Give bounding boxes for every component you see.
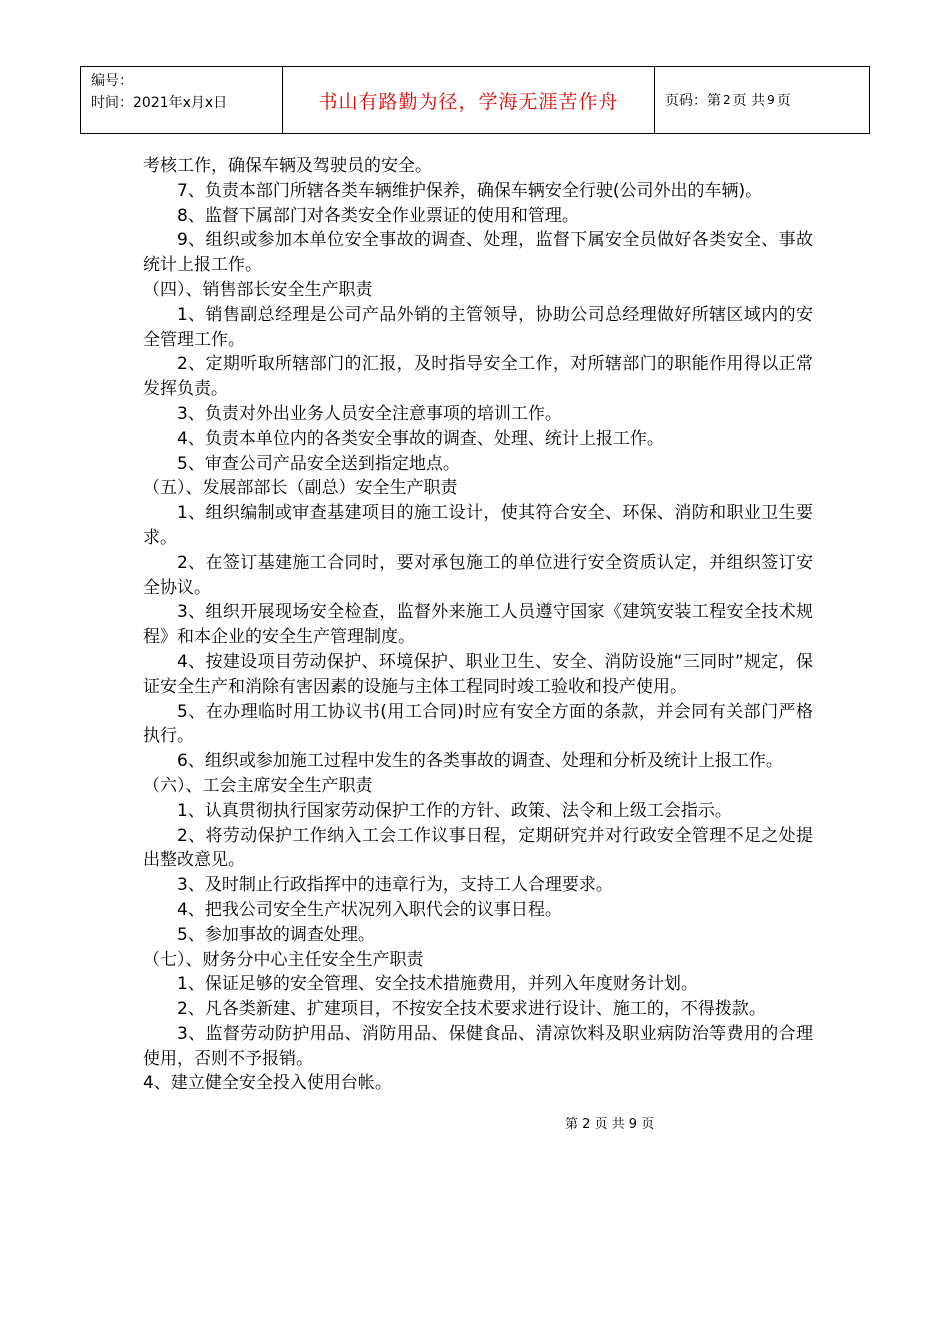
body-paragraph: 3、监督劳动防护用品、消防用品、保健食品、清凉饮料及职业病防治等费用的合理使用，否则不予报销。 xyxy=(143,1023,813,1069)
body-paragraph: 4、把我公司安全生产状况列入职代会的议事日程。 xyxy=(177,899,562,920)
body-paragraph: 2、在签订基建施工合同时，要对承包施工的单位进行安全资质认定，并组织签订安全协议。 xyxy=(143,552,813,598)
page-prefix: 页码：第 xyxy=(665,93,721,109)
body-paragraph: 9、组织或参加本单位安全事故的调查、处理，监督下属安全员做好各类安全、事故统计上报工作。 xyxy=(143,230,813,276)
body-paragraph: 2、定期听取所辖部门的汇报，及时指导安全工作，对所辖部门的职能作用得以正常发挥负责。 xyxy=(143,354,813,400)
page-suffix: 页 xyxy=(776,93,791,109)
section-heading: （七）、财务分中心主任安全生产职责 xyxy=(143,949,424,970)
page-total: 9 xyxy=(767,93,775,107)
section-heading: （四）、销售部长安全生产职责 xyxy=(143,279,373,300)
body-paragraph: 2、凡各类新建、扩建项目，不按安全技术要求进行设计、施工的，不得拨款。 xyxy=(177,999,766,1020)
date-label: 时间：2021年x月x日 xyxy=(91,95,228,111)
body-paragraph: 5、在办理临时用工协议书(用工合同)时应有安全方面的条款，并会同有关部门严格执行。 xyxy=(143,701,813,747)
page-footer: 第 2 页 共 9 页 xyxy=(565,1117,655,1132)
header-motto: 书山有路勤为径，学海无涯苦作舟 xyxy=(283,67,655,133)
body-paragraph: 4、负责本单位内的各类安全事故的调查、处理、统计上报工作。 xyxy=(177,428,664,449)
body-paragraph: 1、保证足够的安全管理、安全技术措施费用，并列入年度财务计划。 xyxy=(177,974,698,995)
page-mid: 页 共 xyxy=(732,93,766,109)
page-number: 2 xyxy=(723,93,731,107)
header-info-cell xyxy=(81,67,283,133)
body-paragraph: 1、销售副总经理是公司产品外销的主管领导，协助公司总经理做好所辖区域内的安全管理工作。 xyxy=(143,304,813,350)
body-paragraph: 1、认真贯彻执行国家劳动保护工作的方针、政策、法令和上级工会指示。 xyxy=(177,800,732,821)
body-paragraph: 1、组织编制或审查基建项目的施工设计，使其符合安全、环保、消防和职业卫生要求。 xyxy=(143,503,813,548)
section-heading: （五）、发展部部长（副总）安全生产职责 xyxy=(143,478,458,499)
body-paragraph: 6、组织或参加施工过程中发生的各类事故的调查、处理和分析及统计上报工作。 xyxy=(177,751,783,772)
section-heading: （六）、工会主席安全生产职责 xyxy=(143,775,373,796)
number-label: 编号： xyxy=(91,73,133,89)
body-paragraph: 4、建立健全安全投入使用台帐。 xyxy=(143,1073,392,1094)
body-paragraph: 考核工作，确保车辆及驾驶员的安全。 xyxy=(143,156,432,176)
body-paragraph: 3、及时制止行政指挥中的违章行为，支持工人合理要求。 xyxy=(177,875,613,896)
body-paragraph: 7、负责本部门所辖各类车辆维护保养，确保车辆安全行驶(公司外出的车辆)。 xyxy=(177,180,763,201)
body-paragraph: 3、组织开展现场安全检查，监督外来施工人员遵守国家《建筑安装工程安全技术规程》和本企业的安全生产管理制度。 xyxy=(143,602,813,648)
body-paragraph: 3、负责对外出业务人员安全注意事项的培训工作。 xyxy=(177,403,562,424)
header-page-cell xyxy=(655,67,869,133)
body-paragraph: 8、监督下属部门对各类安全作业票证的使用和管理。 xyxy=(177,205,579,226)
page-header xyxy=(80,66,870,134)
body-paragraph: 5、审查公司产品安全送到指定地点。 xyxy=(177,453,460,474)
document-body xyxy=(143,154,813,1096)
body-paragraph: 4、按建设项目劳动保护、环境保护、职业卫生、安全、消防设施“三同时”规定，保证安全生产和消除有害因素的设施与主体工程同时竣工验收和投产使用。 xyxy=(143,651,813,697)
body-paragraph: 2、将劳动保护工作纳入工会工作议事日程，定期研究并对行政安全管理不足之处提出整改意见。 xyxy=(143,825,813,871)
body-paragraph: 5、参加事故的调查处理。 xyxy=(177,924,375,945)
